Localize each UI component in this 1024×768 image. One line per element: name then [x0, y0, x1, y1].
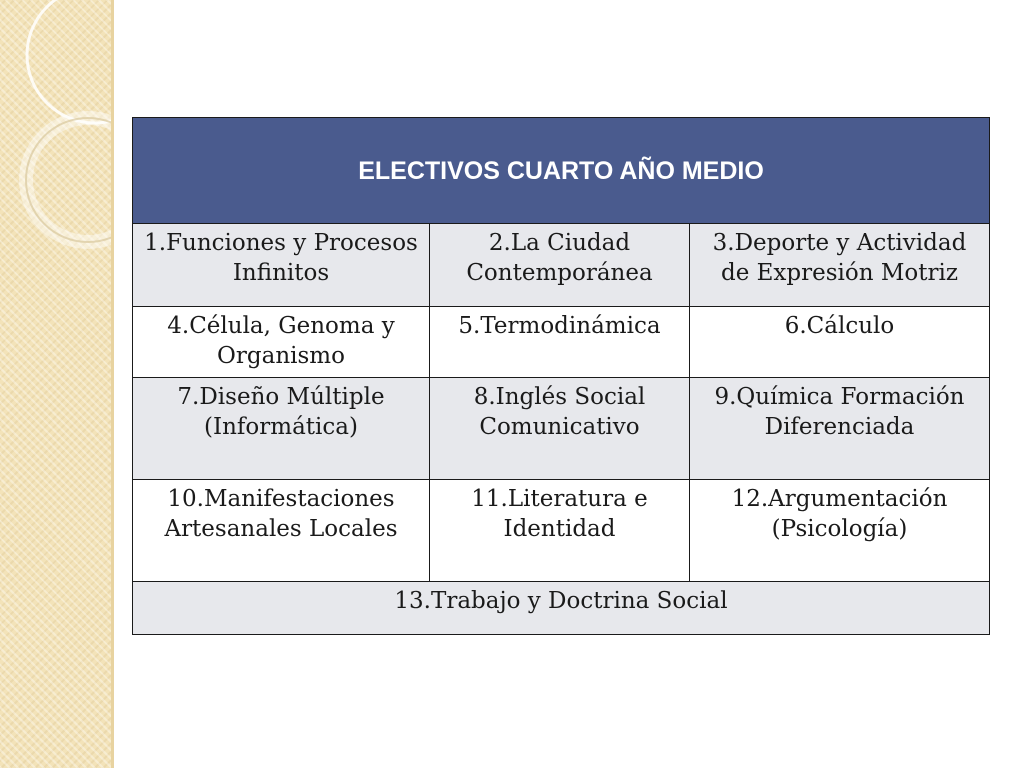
table-cell: 7.Diseño Múltiple (Informática) [133, 378, 430, 480]
table-cell: 12.Argumentación (Psicología) [690, 480, 990, 582]
table-row [133, 307, 990, 378]
table-cell: 5.Termodinámica [430, 307, 690, 378]
table-row [133, 224, 990, 307]
table-row [133, 378, 990, 480]
table-cell: 3.Deporte y Actividad de Expresión Motriz [690, 224, 990, 307]
table-cell: 8.Inglés Social Comunicativo [430, 378, 690, 480]
table-cell-last: 13.Trabajo y Doctrina Social [133, 582, 990, 635]
decorative-side-strip [0, 0, 113, 768]
side-strip-edge [111, 0, 114, 768]
table-cell: 2.La Ciudad Contemporánea [430, 224, 690, 307]
table-title: ELECTIVOS CUARTO AÑO MEDIO [133, 118, 990, 224]
table-cell: 4.Célula, Genoma y Organismo [133, 307, 430, 378]
table-row [133, 582, 990, 635]
table-cell: 10.Manifestaciones Artesanales Locales [133, 480, 430, 582]
table-row [133, 480, 990, 582]
table-cell: 6.Cálculo [690, 307, 990, 378]
table-cell: 11.Literatura e Identidad [430, 480, 690, 582]
decorative-rings [0, 0, 113, 300]
electives-table [132, 117, 990, 635]
table-cell: 1.Funciones y Procesos Infinitos [133, 224, 430, 307]
table-cell: 9.Química Formación Diferenciada [690, 378, 990, 480]
